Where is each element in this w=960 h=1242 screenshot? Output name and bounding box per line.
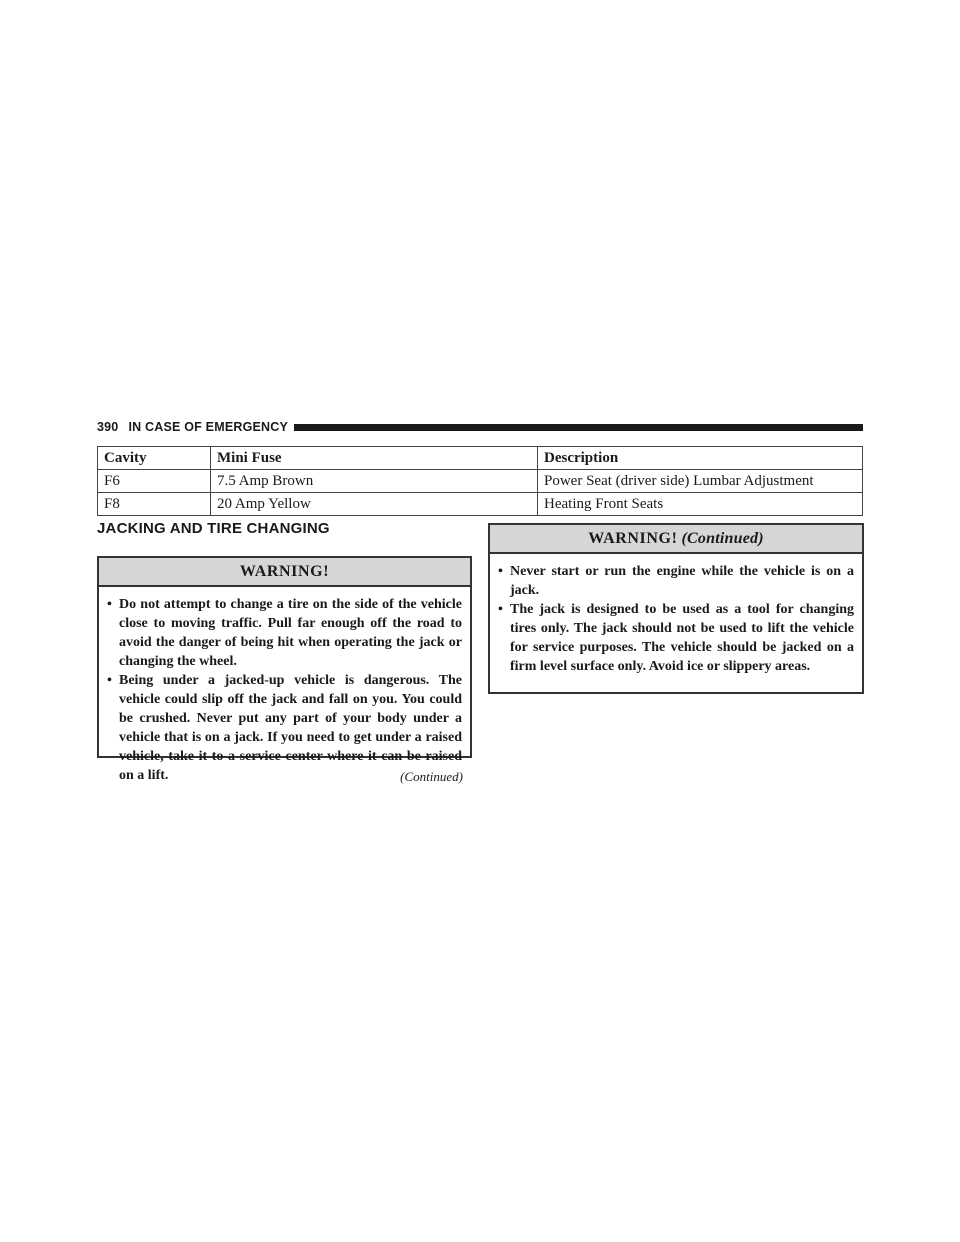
warning-title-text: WARNING! [239,563,330,580]
section-title: IN CASE OF EMERGENCY [128,420,289,434]
warning-title [99,558,470,587]
warning-item: • Do not attempt to change a tire on the side of the vehicle close to moving traffic. Pull far enough off the road to avoid the danger of being hit when operating the jack or changing the wheel. [107,595,462,671]
table-row [98,493,863,516]
table-header-row [98,447,863,470]
warning-list [490,554,862,676]
cell-cavity: F6 [98,470,211,493]
warning-box-continued [488,523,864,694]
warning-list [99,587,470,785]
cell-description: Heating Front Seats [538,493,863,516]
cell-description: Power Seat (driver side) Lumbar Adjustment [538,470,863,493]
section-heading: JACKING AND TIRE CHANGING [97,520,330,537]
cell-mini-fuse: 7.5 Amp Brown [211,470,538,493]
column-header-cavity: Cavity [98,447,211,470]
fuse-table [97,446,863,516]
warning-item: • Being under a jacked-up vehicle is dangerous. The vehicle could slip off the jack and fall on you. You could be crushed. Never put any part of your body under a vehicle that is on a jack. If you need to get under a raised vehicle, take it to a service center where it can be raised on a lift. [107,671,462,785]
page-header [97,419,863,435]
warning-title-text: WARNING! [588,530,678,547]
warning-item: • The jack is designed to be used as a tool for changing tires only. The jack should not be used to lift the vehicle for service purposes. The vehicle should be jacked on a firm level surface only. Avoid ice or slippery areas. [498,600,854,676]
cell-cavity: F8 [98,493,211,516]
page-number: 390 [97,420,119,434]
table-row [98,470,863,493]
column-header-mini-fuse: Mini Fuse [211,447,538,470]
column-header-description: Description [538,447,863,470]
cell-mini-fuse: 20 Amp Yellow [211,493,538,516]
header-rule [294,424,863,431]
warning-item: • Never start or run the engine while the vehicle is on a jack. [498,562,854,600]
warning-title [490,525,862,554]
warning-title-continued: (Continued) [681,530,764,547]
continued-note: (Continued) [400,769,463,784]
